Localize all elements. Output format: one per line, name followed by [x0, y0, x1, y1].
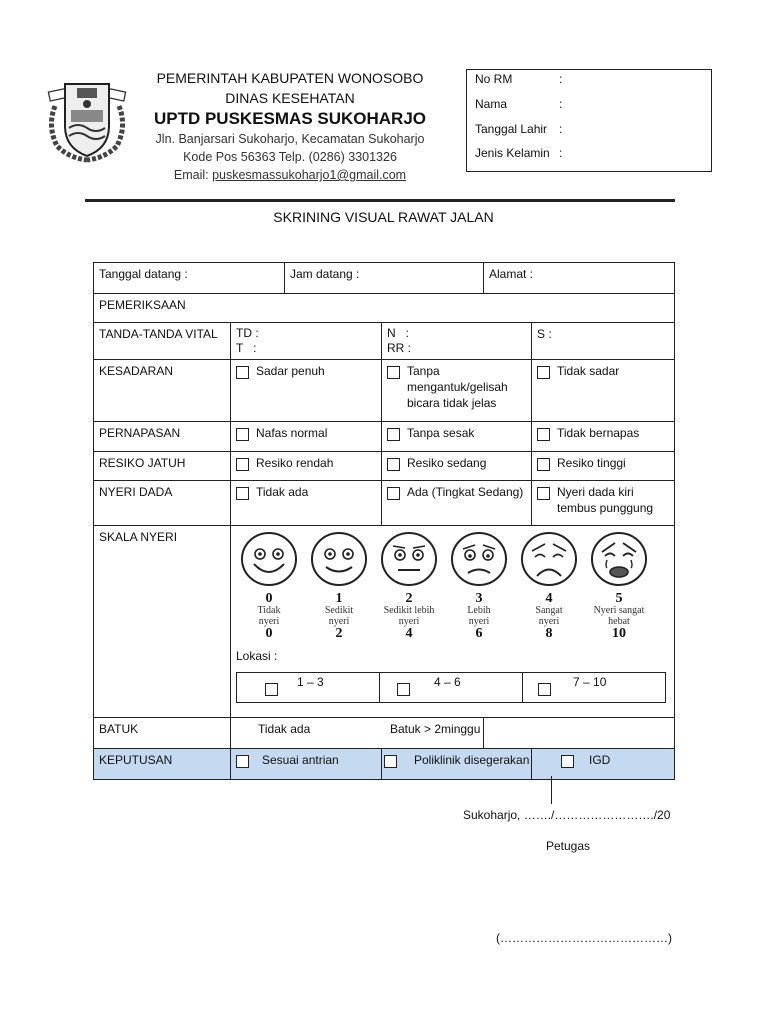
- checkbox[interactable]: [397, 683, 410, 696]
- resiko-jatuh-row: [94, 452, 675, 481]
- neutral-face-icon: [379, 530, 439, 588]
- no-rm-colon: :: [559, 72, 563, 86]
- option-text: Tanpa mengantuk/gelisah bicara tidak jelas: [407, 364, 508, 410]
- skala-nyeri-label: SKALA NYERI: [94, 526, 231, 718]
- checkbox[interactable]: [236, 428, 249, 441]
- header-divider: [85, 199, 675, 202]
- face-description: Sangat nyeri: [535, 605, 563, 627]
- tanpa-mengantuk-option[interactable]: [387, 363, 526, 411]
- jam-datang-field[interactable]: Jam datang :: [285, 263, 484, 294]
- face-description: Sedikit lebih nyeri: [383, 605, 435, 627]
- letterhead-email-line: [140, 166, 440, 184]
- vital-signs-label: TANDA-TANDA VITAL: [94, 323, 231, 360]
- screening-form-table: [93, 262, 675, 780]
- pain-scale-cell: [231, 526, 675, 718]
- pemeriksaan-heading: PEMERIKSAAN: [94, 294, 675, 323]
- sesuai-antrian-option[interactable]: [236, 752, 376, 768]
- face-score: 1: [335, 591, 343, 606]
- no-rm-label: No RM: [475, 72, 513, 86]
- petugas-label: Petugas: [546, 839, 591, 853]
- option-text: Resiko sedang: [407, 456, 487, 470]
- pain-range-options: [236, 672, 666, 703]
- face-score: 4: [545, 591, 553, 606]
- pain-face-2[interactable]: [376, 530, 442, 640]
- s-label: S :: [537, 327, 552, 341]
- tanpa-sesak-option[interactable]: [387, 425, 526, 441]
- keputusan-row: [94, 749, 675, 780]
- checkbox[interactable]: [561, 755, 574, 768]
- checkbox[interactable]: [387, 487, 400, 500]
- range-4-6-text: 4 – 6: [434, 675, 461, 689]
- frown-face-icon: [519, 530, 579, 588]
- n-label: N :: [387, 326, 410, 340]
- letterhead-address: Jln. Banjarsari Sukoharjo, Kecamatan Sukoharjo: [155, 132, 425, 146]
- tanggal-lahir-colon: :: [559, 122, 563, 136]
- pernapasan-label: PERNAPASAN: [94, 422, 231, 452]
- arrival-row: [94, 263, 675, 294]
- nafas-normal-option[interactable]: [236, 425, 376, 441]
- option-text: Tanpa sesak: [407, 426, 475, 440]
- crying-face-icon: [589, 530, 649, 588]
- rr-label: RR :: [387, 341, 411, 355]
- checkbox[interactable]: [537, 487, 550, 500]
- option-text: Sesuai antrian: [262, 753, 339, 767]
- connector-line: [551, 776, 552, 804]
- kesadaran-row: [94, 360, 675, 422]
- letterhead-line2: DINAS KESEHATAN: [225, 90, 355, 106]
- face-score: 5: [615, 591, 623, 606]
- s-field[interactable]: [532, 323, 675, 360]
- face-scale-value: 8: [545, 626, 553, 641]
- face-score: 3: [475, 591, 483, 606]
- email-link[interactable]: puskesmassukoharjo1@gmail.com: [212, 168, 407, 182]
- face-description: Lebih nyeri: [467, 605, 491, 627]
- tanggal-datang-field[interactable]: Tanggal datang :: [94, 263, 285, 294]
- option-text: Ada (Tingkat Sedang): [407, 485, 524, 499]
- nama-colon: :: [559, 97, 563, 111]
- regency-emblem-logo: [45, 76, 129, 164]
- option-text: Nyeri dada kiri tembus punggung: [557, 485, 654, 515]
- td-t-field[interactable]: [231, 323, 382, 360]
- n-rr-field[interactable]: [382, 323, 532, 360]
- lokasi-label[interactable]: Lokasi :: [236, 649, 278, 663]
- td-label: TD :: [236, 326, 259, 340]
- tanggal-lahir-label: Tanggal Lahir: [475, 122, 548, 136]
- option-text: Resiko tinggi: [557, 456, 626, 470]
- tidak-ada-option[interactable]: [236, 484, 376, 500]
- letterhead-title: UPTD PUSKESMAS SUKOHARJO: [153, 109, 427, 128]
- checkbox[interactable]: [236, 487, 249, 500]
- pemeriksaan-row: [94, 294, 675, 323]
- range-4-6-option[interactable]: [380, 673, 523, 703]
- range-7-10-option[interactable]: [523, 673, 666, 703]
- option-text: Tidak bernapas: [557, 426, 640, 440]
- checkbox[interactable]: [387, 366, 400, 379]
- slight-smile-face-icon: [309, 530, 369, 588]
- checkbox[interactable]: [538, 683, 551, 696]
- nyeri-dada-label: NYERI DADA: [94, 481, 231, 526]
- nyeri-dada-kiri-option[interactable]: [537, 484, 669, 516]
- pain-face-4[interactable]: [516, 530, 582, 640]
- poliklinik-disegerakan-option[interactable]: [387, 752, 530, 768]
- option-text: Tidak sadar: [557, 364, 620, 378]
- letterhead-line1: PEMERINTAH KABUPATEN WONOSOBO: [156, 70, 424, 86]
- face-scale-value: 10: [612, 626, 626, 641]
- resiko-tinggi-option[interactable]: [537, 455, 669, 471]
- vital-signs-row: [94, 323, 675, 360]
- range-1-3-option[interactable]: [237, 673, 380, 703]
- resiko-sedang-option[interactable]: [387, 455, 526, 471]
- jenis-kelamin-label: Jenis Kelamin: [475, 146, 550, 160]
- igd-option[interactable]: [537, 752, 669, 768]
- checkbox[interactable]: [537, 428, 550, 441]
- pain-face-1[interactable]: [306, 530, 372, 640]
- batuk-row: [94, 718, 675, 749]
- batuk-tidak-ada[interactable]: Tidak ada: [258, 722, 311, 736]
- option-text: Sadar penuh: [256, 364, 325, 378]
- slight-frown-face-icon: [449, 530, 509, 588]
- face-scale-value: 4: [405, 626, 413, 641]
- pernapasan-row: [94, 422, 675, 452]
- checkbox[interactable]: [387, 428, 400, 441]
- checkbox[interactable]: [236, 458, 249, 471]
- place-date-line[interactable]: Sukoharjo, ……./……………………./20: [463, 808, 671, 822]
- checkbox[interactable]: [537, 458, 550, 471]
- pain-face-3[interactable]: [446, 530, 512, 640]
- checkbox[interactable]: [265, 683, 278, 696]
- resiko-rendah-option[interactable]: [236, 455, 376, 471]
- range-1-3-text: 1 – 3: [297, 675, 324, 689]
- skala-nyeri-row: [94, 526, 675, 718]
- nyeri-dada-row: [94, 481, 675, 526]
- range-7-10-text: 7 – 10: [573, 675, 607, 689]
- face-description: Nyeri sangat hebat: [593, 605, 645, 627]
- option-text: Poliklinik disegerakan: [414, 753, 530, 767]
- checkbox[interactable]: [236, 755, 249, 768]
- face-score: 0: [265, 591, 273, 606]
- checkbox[interactable]: [537, 366, 550, 379]
- form-title: SKRINING VISUAL RAWAT JALAN: [273, 209, 494, 225]
- t-label: T :: [236, 341, 257, 355]
- checkbox[interactable]: [236, 366, 249, 379]
- face-scale-value: 0: [265, 626, 273, 641]
- pain-face-5[interactable]: [586, 530, 652, 640]
- batuk-label: BATUK: [94, 718, 231, 749]
- keputusan-label: KEPUTUSAN: [94, 749, 231, 780]
- tidak-sadar-option[interactable]: [537, 363, 669, 379]
- checkbox[interactable]: [387, 458, 400, 471]
- email-label: Email:: [173, 168, 213, 182]
- letterhead-postal: Kode Pos 56363 Telp. (0286) 3301326: [183, 150, 397, 164]
- jenis-kelamin-colon: :: [559, 146, 563, 160]
- batuk-lebih-2-minggu[interactable]: Batuk > 2minggu: [390, 722, 481, 736]
- nama-label: Nama: [475, 97, 508, 111]
- ada-tingkat-sedang-option[interactable]: [387, 484, 526, 500]
- alamat-field[interactable]: Alamat :: [484, 263, 675, 294]
- option-text: Nafas normal: [256, 426, 328, 440]
- signature-line[interactable]: (……………………………………): [496, 931, 672, 945]
- pain-faces: [236, 530, 674, 640]
- face-scale-value: 6: [475, 626, 483, 641]
- option-text: Resiko rendah: [256, 456, 334, 470]
- checkbox[interactable]: [384, 755, 397, 768]
- resiko-jatuh-label: RESIKO JATUH: [94, 452, 231, 481]
- sadar-penuh-option[interactable]: [236, 363, 376, 379]
- option-text: Tidak ada: [256, 485, 309, 499]
- letterhead: [140, 68, 440, 184]
- tidak-bernapas-option[interactable]: [537, 425, 669, 441]
- pain-face-0[interactable]: [236, 530, 302, 640]
- kesadaran-label: KESADARAN: [94, 360, 231, 422]
- face-score: 2: [405, 591, 413, 606]
- face-description: Tidak nyeri: [257, 605, 281, 627]
- patient-id-box: [466, 69, 712, 172]
- smile-face-icon: [239, 530, 299, 588]
- option-text: IGD: [589, 753, 611, 767]
- face-description: Sedikit nyeri: [324, 605, 354, 627]
- face-scale-value: 2: [335, 626, 343, 641]
